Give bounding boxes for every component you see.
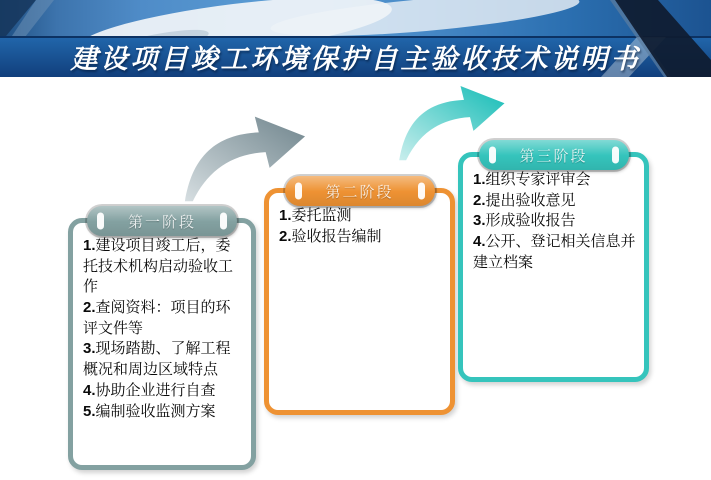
pill-end-mark [97, 213, 104, 230]
item-text: 现场踏勘、了解工程概况和周边区域特点 [83, 340, 231, 379]
item-text: 形成验收报告 [485, 212, 576, 230]
stage1-label: 第一阶段 [127, 213, 196, 231]
stage2-header-pill [285, 176, 435, 206]
item-number: 2. [279, 227, 292, 245]
stage3-box [458, 147, 649, 382]
item-number: 4. [83, 381, 96, 399]
item-number: 1. [83, 237, 96, 254]
item-text: 委托监测 [291, 207, 352, 224]
list-item [83, 402, 243, 423]
list-item [83, 339, 243, 380]
item-number: 2. [83, 299, 96, 317]
stage3-header-pill [479, 140, 629, 170]
list-item [279, 227, 442, 248]
item-text: 提出验收意见 [485, 191, 576, 209]
item-number: 1. [279, 207, 292, 224]
item-number: 4. [473, 233, 486, 251]
stage3-content [463, 157, 644, 273]
item-text: 组织专家评审会 [485, 171, 591, 188]
list-item [473, 211, 636, 232]
stage1-box [68, 213, 256, 470]
item-number: 1. [473, 171, 486, 188]
list-item [473, 191, 636, 212]
item-number: 3. [473, 212, 486, 230]
stage1-header-pill [87, 206, 237, 236]
item-text: 编制验收监测方案 [95, 402, 216, 420]
header-photo-banner [0, 0, 711, 77]
item-number: 5. [83, 402, 96, 420]
item-number: 3. [83, 340, 96, 358]
stage3-label: 第三阶段 [519, 147, 588, 165]
item-text: 协助企业进行自查 [95, 381, 216, 399]
item-text: 验收报告编制 [291, 227, 382, 245]
slide-title: 建设项目竣工环境保护自主验收技术说明书 [70, 44, 641, 74]
item-text: 公开、登记相关信息并建立档案 [473, 233, 636, 271]
item-text: 查阅资料：项目的环评文件等 [83, 299, 231, 337]
list-item [473, 170, 636, 191]
list-item [83, 381, 243, 402]
item-number: 2. [473, 191, 486, 209]
stage2-label: 第二阶段 [325, 183, 394, 201]
pill-end-mark [220, 213, 227, 230]
pill-end-mark [489, 147, 496, 164]
list-item [83, 298, 243, 339]
list-item [473, 232, 636, 273]
pill-end-mark [295, 183, 302, 200]
list-item [83, 236, 243, 298]
stage1-content [73, 223, 251, 422]
list-item [279, 206, 442, 227]
item-text: 建设项目竣工后，委托技术机构启动验收工作 [83, 237, 234, 296]
pill-end-mark [418, 183, 425, 200]
pill-end-mark [612, 147, 619, 164]
stage2-box [264, 183, 455, 415]
